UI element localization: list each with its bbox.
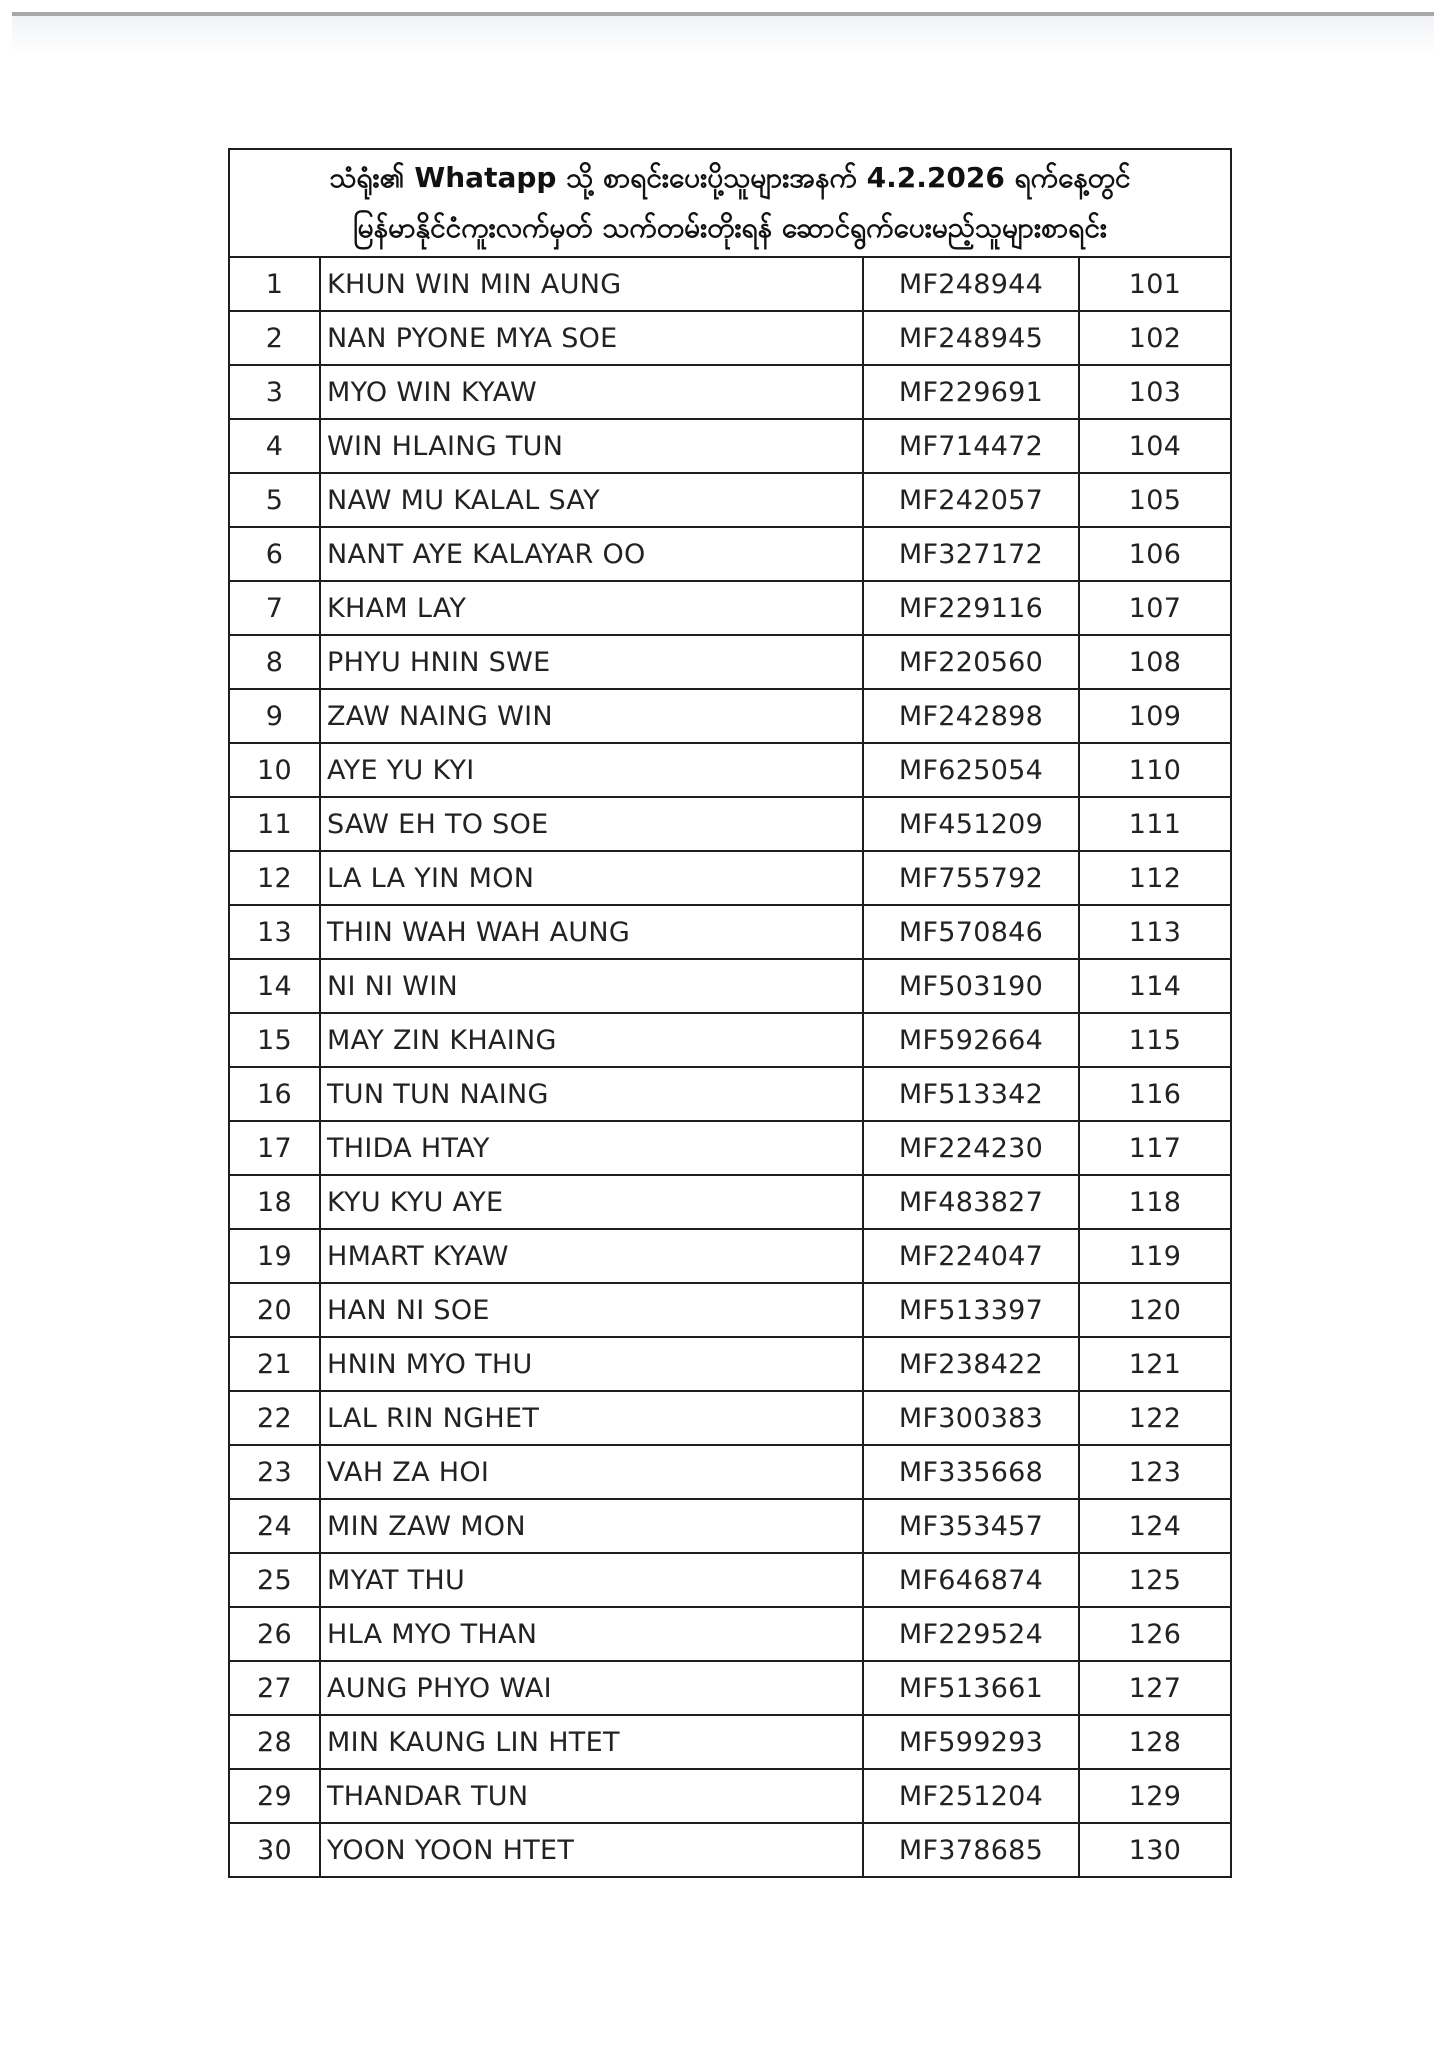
passport-number: MF248945	[863, 311, 1079, 365]
passport-number: MF229116	[863, 581, 1079, 635]
applicant-name: THIDA HTAY	[320, 1121, 863, 1175]
passport-number: MF755792	[863, 851, 1079, 905]
applicant-name: HAN NI SOE	[320, 1283, 863, 1337]
table-row	[230, 419, 1230, 473]
applicant-name: ZAW NAING WIN	[320, 689, 863, 743]
passport-number: MF503190	[863, 959, 1079, 1013]
table-row	[230, 311, 1230, 365]
applicant-name: MIN ZAW MON	[320, 1499, 863, 1553]
passport-number: MF229524	[863, 1607, 1079, 1661]
table-row	[230, 1499, 1230, 1553]
applicant-name: LAL RIN NGHET	[320, 1391, 863, 1445]
passport-number: MF300383	[863, 1391, 1079, 1445]
applicant-name: NANT AYE KALAYAR OO	[320, 527, 863, 581]
queue-number: 127	[1079, 1661, 1230, 1715]
queue-number: 119	[1079, 1229, 1230, 1283]
passport-number: MF378685	[863, 1823, 1079, 1876]
passport-number: MF513397	[863, 1283, 1079, 1337]
queue-number: 110	[1079, 743, 1230, 797]
passport-number: MF513661	[863, 1661, 1079, 1715]
passport-number: MF592664	[863, 1013, 1079, 1067]
queue-number: 120	[1079, 1283, 1230, 1337]
queue-number: 118	[1079, 1175, 1230, 1229]
applicant-name: VAH ZA HOI	[320, 1445, 863, 1499]
queue-number: 104	[1079, 419, 1230, 473]
row-number: 14	[230, 959, 320, 1013]
passport-number: MF238422	[863, 1337, 1079, 1391]
row-number: 9	[230, 689, 320, 743]
queue-number: 115	[1079, 1013, 1230, 1067]
table-row	[230, 1445, 1230, 1499]
table-row	[230, 365, 1230, 419]
row-number: 15	[230, 1013, 320, 1067]
row-number: 21	[230, 1337, 320, 1391]
queue-number: 108	[1079, 635, 1230, 689]
row-number: 16	[230, 1067, 320, 1121]
passport-number: MF625054	[863, 743, 1079, 797]
row-number: 18	[230, 1175, 320, 1229]
table-row	[230, 1661, 1230, 1715]
applicant-name: YOON YOON HTET	[320, 1823, 863, 1876]
scan-shadow	[12, 16, 1434, 56]
queue-number: 109	[1079, 689, 1230, 743]
queue-number: 124	[1079, 1499, 1230, 1553]
title-line-2: မြန်မာနိုင်ငံကူးလက်မှတ် သက်တမ်းတိုးရန် ဆောင်ရွက်ပေးမည့်သူများစာရင်း	[352, 211, 1108, 244]
passport-number: MF599293	[863, 1715, 1079, 1769]
row-number: 17	[230, 1121, 320, 1175]
applicant-name: NI NI WIN	[320, 959, 863, 1013]
applicant-name: HMART KYAW	[320, 1229, 863, 1283]
passport-number: MF714472	[863, 419, 1079, 473]
applicant-table	[230, 258, 1230, 1876]
applicant-name: THIN WAH WAH AUNG	[320, 905, 863, 959]
table-row	[230, 635, 1230, 689]
passport-number: MF483827	[863, 1175, 1079, 1229]
queue-number: 121	[1079, 1337, 1230, 1391]
passport-number: MF224230	[863, 1121, 1079, 1175]
row-number: 27	[230, 1661, 320, 1715]
title-line-1: သံရုံး၏ Whatapp သို့ စာရင်းပေးပို့သူများအနက် 4.2.2026 ရက်နေ့တွင်	[329, 161, 1131, 194]
queue-number: 105	[1079, 473, 1230, 527]
queue-number: 116	[1079, 1067, 1230, 1121]
table-row	[230, 1337, 1230, 1391]
row-number: 5	[230, 473, 320, 527]
passport-number: MF224047	[863, 1229, 1079, 1283]
passport-number: MF513342	[863, 1067, 1079, 1121]
table-row	[230, 905, 1230, 959]
passport-number: MF451209	[863, 797, 1079, 851]
queue-number: 123	[1079, 1445, 1230, 1499]
queue-number: 113	[1079, 905, 1230, 959]
row-number: 13	[230, 905, 320, 959]
applicant-name: NAN PYONE MYA SOE	[320, 311, 863, 365]
row-number: 20	[230, 1283, 320, 1337]
row-number: 11	[230, 797, 320, 851]
applicant-name: WIN HLAING TUN	[320, 419, 863, 473]
queue-number: 130	[1079, 1823, 1230, 1876]
row-number: 6	[230, 527, 320, 581]
row-number: 22	[230, 1391, 320, 1445]
table-row	[230, 1769, 1230, 1823]
table-row	[230, 1013, 1230, 1067]
table-row	[230, 1823, 1230, 1876]
passport-number: MF327172	[863, 527, 1079, 581]
table-row	[230, 473, 1230, 527]
row-number: 25	[230, 1553, 320, 1607]
applicant-name: KYU KYU AYE	[320, 1175, 863, 1229]
table-row	[230, 1715, 1230, 1769]
queue-number: 107	[1079, 581, 1230, 635]
row-number: 8	[230, 635, 320, 689]
row-number: 26	[230, 1607, 320, 1661]
passport-renewal-list	[228, 148, 1232, 1878]
row-number: 30	[230, 1823, 320, 1876]
row-number: 7	[230, 581, 320, 635]
passport-number: MF248944	[863, 258, 1079, 311]
list-title	[230, 150, 1230, 258]
table-row	[230, 1391, 1230, 1445]
passport-number: MF353457	[863, 1499, 1079, 1553]
applicant-name: MAY ZIN KHAING	[320, 1013, 863, 1067]
queue-number: 126	[1079, 1607, 1230, 1661]
applicant-name: PHYU HNIN SWE	[320, 635, 863, 689]
table-row	[230, 581, 1230, 635]
row-number: 10	[230, 743, 320, 797]
applicant-name: THANDAR TUN	[320, 1769, 863, 1823]
passport-number: MF229691	[863, 365, 1079, 419]
applicant-name: KHAM LAY	[320, 581, 863, 635]
applicant-name: AYE YU KYI	[320, 743, 863, 797]
applicant-name: TUN TUN NAING	[320, 1067, 863, 1121]
row-number: 28	[230, 1715, 320, 1769]
table-row	[230, 1229, 1230, 1283]
queue-number: 117	[1079, 1121, 1230, 1175]
queue-number: 129	[1079, 1769, 1230, 1823]
passport-number: MF251204	[863, 1769, 1079, 1823]
applicant-name: SAW EH TO SOE	[320, 797, 863, 851]
row-number: 12	[230, 851, 320, 905]
passport-number: MF242898	[863, 689, 1079, 743]
applicant-name: MYAT THU	[320, 1553, 863, 1607]
applicant-name: HNIN MYO THU	[320, 1337, 863, 1391]
queue-number: 111	[1079, 797, 1230, 851]
queue-number: 114	[1079, 959, 1230, 1013]
passport-number: MF570846	[863, 905, 1079, 959]
table-row	[230, 1175, 1230, 1229]
table-row	[230, 743, 1230, 797]
applicant-name: MIN KAUNG LIN HTET	[320, 1715, 863, 1769]
row-number: 2	[230, 311, 320, 365]
table-row	[230, 1067, 1230, 1121]
table-row	[230, 1607, 1230, 1661]
passport-number: MF220560	[863, 635, 1079, 689]
applicant-name: HLA MYO THAN	[320, 1607, 863, 1661]
queue-number: 122	[1079, 1391, 1230, 1445]
table-row	[230, 1283, 1230, 1337]
table-row	[230, 959, 1230, 1013]
table-row	[230, 689, 1230, 743]
table-row	[230, 797, 1230, 851]
applicant-name: AUNG PHYO WAI	[320, 1661, 863, 1715]
queue-number: 128	[1079, 1715, 1230, 1769]
row-number: 29	[230, 1769, 320, 1823]
applicant-name: MYO WIN KYAW	[320, 365, 863, 419]
passport-number: MF242057	[863, 473, 1079, 527]
queue-number: 125	[1079, 1553, 1230, 1607]
table-row	[230, 527, 1230, 581]
queue-number: 103	[1079, 365, 1230, 419]
queue-number: 106	[1079, 527, 1230, 581]
row-number: 24	[230, 1499, 320, 1553]
queue-number: 101	[1079, 258, 1230, 311]
row-number: 1	[230, 258, 320, 311]
table-row	[230, 1121, 1230, 1175]
applicant-name: KHUN WIN MIN AUNG	[320, 258, 863, 311]
row-number: 19	[230, 1229, 320, 1283]
table-row	[230, 1553, 1230, 1607]
table-row	[230, 851, 1230, 905]
row-number: 23	[230, 1445, 320, 1499]
passport-number: MF335668	[863, 1445, 1079, 1499]
row-number: 4	[230, 419, 320, 473]
row-number: 3	[230, 365, 320, 419]
queue-number: 112	[1079, 851, 1230, 905]
applicant-name: NAW MU KALAL SAY	[320, 473, 863, 527]
table-row	[230, 258, 1230, 311]
queue-number: 102	[1079, 311, 1230, 365]
passport-number: MF646874	[863, 1553, 1079, 1607]
applicant-name: LA LA YIN MON	[320, 851, 863, 905]
